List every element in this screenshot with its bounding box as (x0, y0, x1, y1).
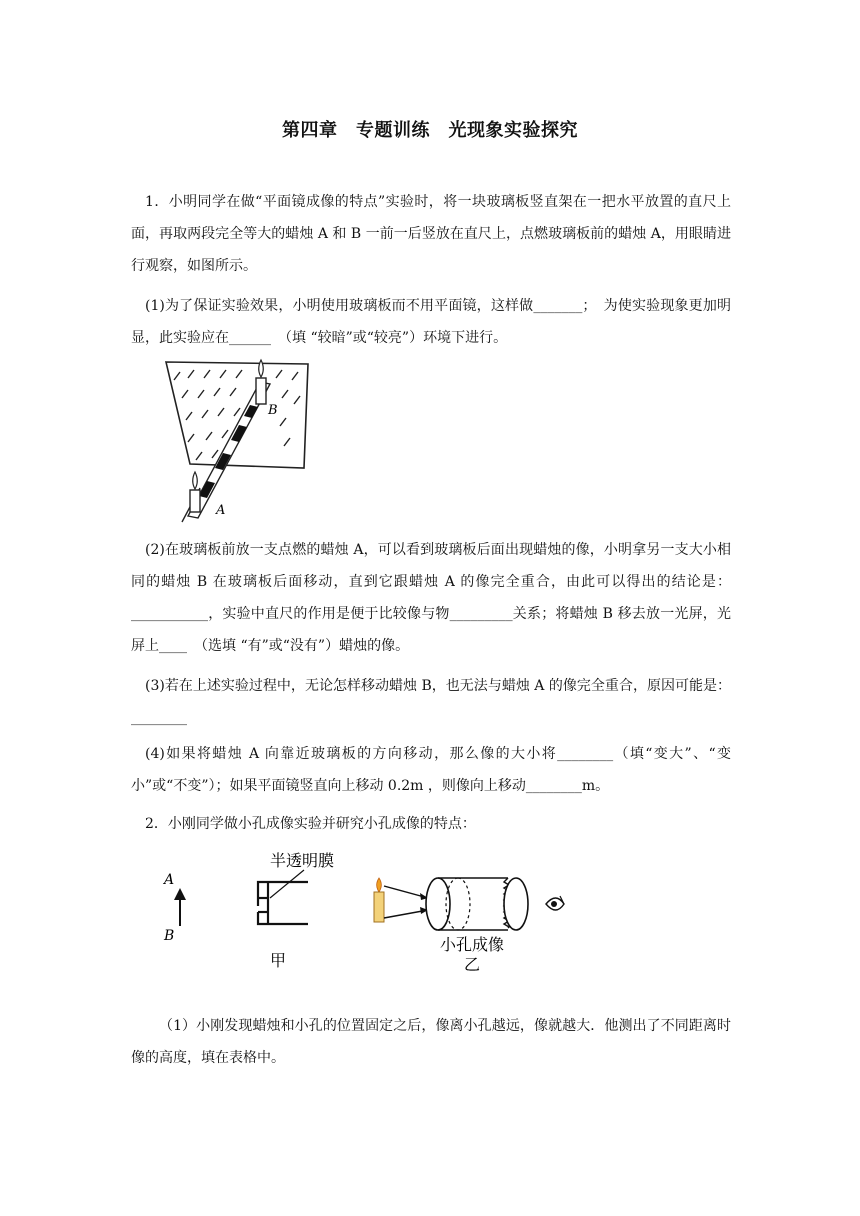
mirror-experiment-figure (158, 356, 318, 526)
caption-xiaokong: 小孔成像 (440, 935, 505, 954)
caption-jia: 甲 (270, 951, 287, 970)
pinhole-figure (158, 846, 578, 972)
q1-part1 (131, 290, 731, 354)
q1-part4-text: (4)如果将蜡烛 A 向靠近玻璃板的方向移动，那么像的大小将________（填“变大”、“变小”或“不变”）；如果平面镜竖直向上移动 0.2m ，则像向上移动________m。 (131, 746, 731, 794)
q1-part3-text: (3)若在上述实验过程中，无论怎样移动蜡烛 B，也无法与蜡烛 A 的像完全重合，原因可能是：________ (131, 678, 731, 726)
caption-yi: 乙 (464, 955, 481, 972)
candle-a-label: A (216, 503, 226, 518)
q1-intro-text: 1．小明同学在做“平面镜成像的特点”实验时，将一块玻璃板竖直架在一把水平放置的直尺上面，再取两段完全等大的蜡烛 A 和 B 一前一后竖放在直尺上，点燃玻璃板前的蜡烛 A，用眼睛进行观察，如图所示。 (131, 194, 731, 274)
q1-part2-text: (2)在玻璃板前放一支点燃的蜡烛 A，可以看到玻璃板后面出现蜡烛的像，小明拿另一支大小相同的蜡烛 B 在玻璃板后面移动，直到它跟蜡烛 A 的像完全重合，由此可以得出的结论是：___________，实验中直尺的作用是便于比较像与物_________关系；将蜡烛 B 移去放一光屏，光屏上____ （选填 “有”或“没有”）蜡烛的像。 (131, 542, 731, 654)
q1-part3 (131, 670, 731, 734)
q1-part1-text: (1)为了保证实验效果，小明使用玻璃板而不用平面镜，这样做_______； 为使实验现象更加明显，此实验应在______ （填 “较暗”或“较亮”）环境下进行。 (131, 298, 731, 346)
q1-part2 (131, 534, 731, 662)
candle-b-label: B (268, 403, 278, 418)
q1-intro (131, 186, 731, 282)
q2-part1 (131, 1010, 731, 1074)
q2-intro-text: 2．小刚同学做小孔成像实验并研究小孔成像的特点： (145, 816, 476, 832)
arrow-b-label: B (164, 928, 175, 944)
page-title: 第四章 专题训练 光现象实验探究 (282, 120, 578, 141)
q2-intro (131, 808, 731, 840)
membrane-label-text: 半透明膜 (270, 851, 335, 870)
arrow-a-label: A (164, 872, 175, 888)
q2-part1-text: （1）小刚发现蜡烛和小孔的位置固定之后，像离小孔越远，像就越大．他测出了不同距离时像的高度，填在表格中。 (131, 1018, 731, 1066)
q1-part4 (131, 738, 731, 802)
